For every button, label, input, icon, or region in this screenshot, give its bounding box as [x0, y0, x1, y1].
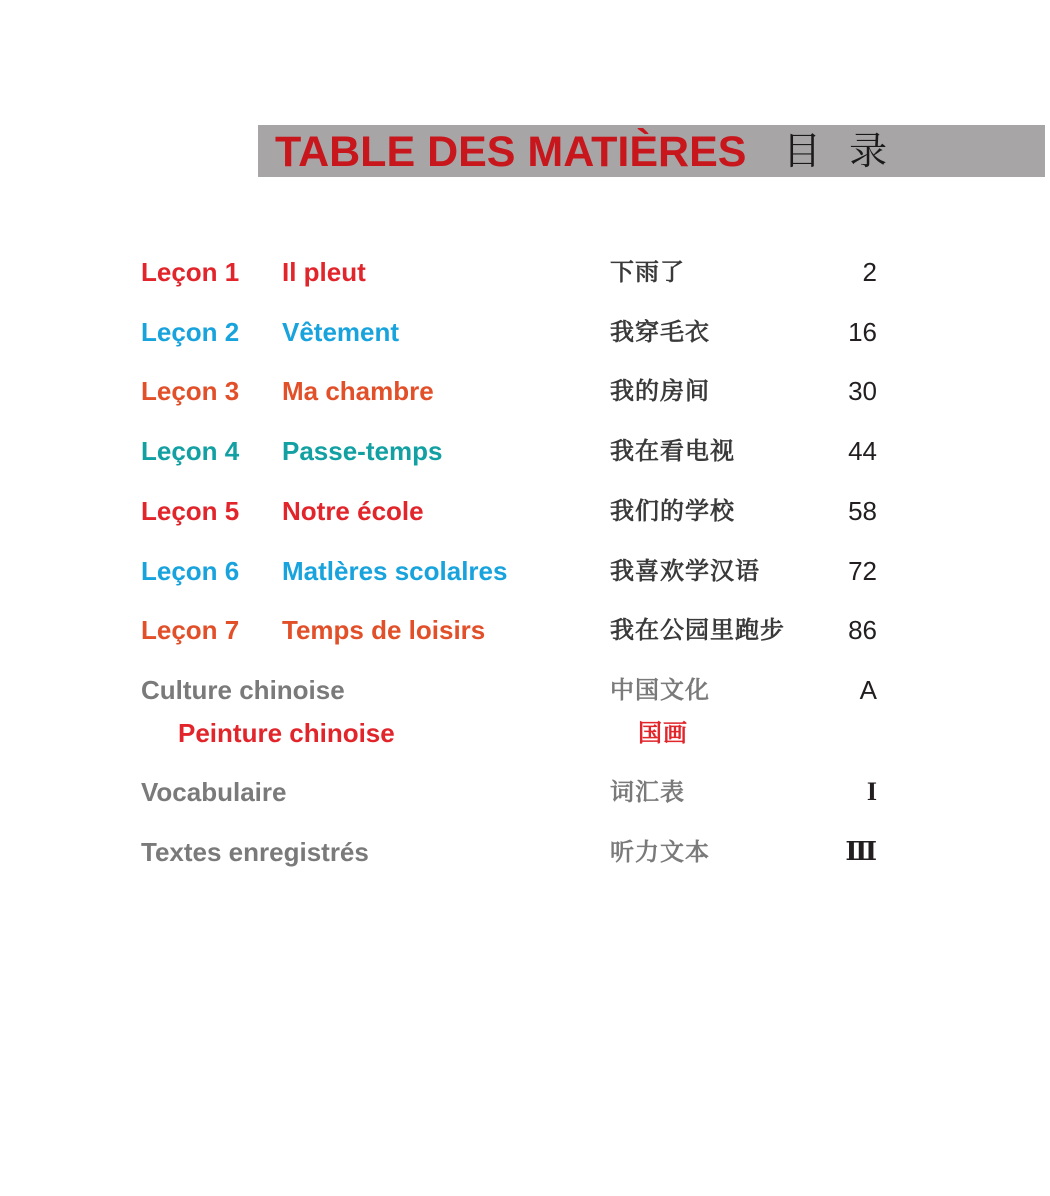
page-title: TABLE DES MATIÈRES: [275, 128, 747, 176]
lesson-title-chinese: 下雨了: [610, 257, 685, 286]
lesson-page-number: 16: [848, 317, 877, 347]
toc-row-culture[interactable]: [0, 673, 1050, 713]
toc-row-lesson[interactable]: [0, 554, 1050, 594]
texts-chinese: 听力文本: [610, 837, 710, 866]
lesson-title-chinese: 我们的学校: [610, 496, 735, 525]
lesson-title: Passe-temps: [282, 436, 443, 466]
culture-chinese: 中国文化: [610, 675, 710, 704]
culture-page: A: [859, 675, 877, 705]
toc-row-culture-sub[interactable]: [0, 716, 1050, 756]
lesson-number: Leçon 1: [141, 257, 240, 287]
lesson-page-number: 86: [848, 615, 877, 645]
lesson-title: Ma chambre: [282, 376, 434, 406]
lesson-number: Leçon 2: [141, 317, 240, 347]
lesson-number: Leçon 4: [141, 436, 240, 466]
lesson-page-number: 44: [848, 436, 877, 466]
toc-row-lesson[interactable]: [0, 494, 1050, 534]
lesson-title: Temps de loisirs: [282, 615, 486, 645]
lesson-title: Matlères scolalres: [282, 556, 508, 586]
lesson-page-number: 58: [848, 496, 877, 526]
vocabulary-page: I: [866, 777, 877, 806]
lesson-number: Leçon 3: [141, 376, 240, 406]
culture-label: Culture chinoise: [141, 675, 345, 705]
texts-label: Textes enregistrés: [141, 837, 369, 867]
toc-row-lesson[interactable]: [0, 315, 1050, 355]
page-title-chinese: 目 录: [783, 129, 896, 173]
lesson-title-chinese: 我在公园里跑步: [610, 615, 785, 644]
lesson-title: Vêtement: [282, 317, 400, 347]
toc-row-texts[interactable]: [0, 835, 1050, 875]
toc-row-lesson[interactable]: [0, 434, 1050, 474]
lesson-number: Leçon 6: [141, 556, 240, 586]
lesson-title-chinese: 我喜欢学汉语: [610, 556, 760, 585]
toc-row-vocabulary[interactable]: [0, 775, 1050, 815]
toc-row-lesson[interactable]: [0, 255, 1050, 295]
vocabulary-chinese: 词汇表: [610, 777, 685, 806]
lesson-page-number: 2: [862, 257, 877, 287]
lesson-title: Il pleut: [282, 257, 366, 287]
lesson-title-chinese: 我在看电视: [610, 436, 735, 465]
lesson-page-number: 72: [848, 556, 877, 586]
texts-page: Ⅲ: [845, 837, 877, 866]
lesson-number: Leçon 7: [141, 615, 240, 645]
vocabulary-label: Vocabulaire: [141, 777, 287, 807]
toc-row-lesson[interactable]: [0, 374, 1050, 414]
lesson-title-chinese: 我的房间: [610, 376, 710, 405]
lesson-title: Notre école: [282, 496, 424, 526]
toc-row-lesson[interactable]: [0, 613, 1050, 653]
lesson-title-chinese: 我穿毛衣: [610, 317, 710, 346]
culture-sub-label: Peinture chinoise: [178, 718, 395, 748]
culture-sub-chinese: 国画: [638, 718, 688, 747]
lesson-number: Leçon 5: [141, 496, 240, 526]
lesson-page-number: 30: [848, 376, 877, 406]
